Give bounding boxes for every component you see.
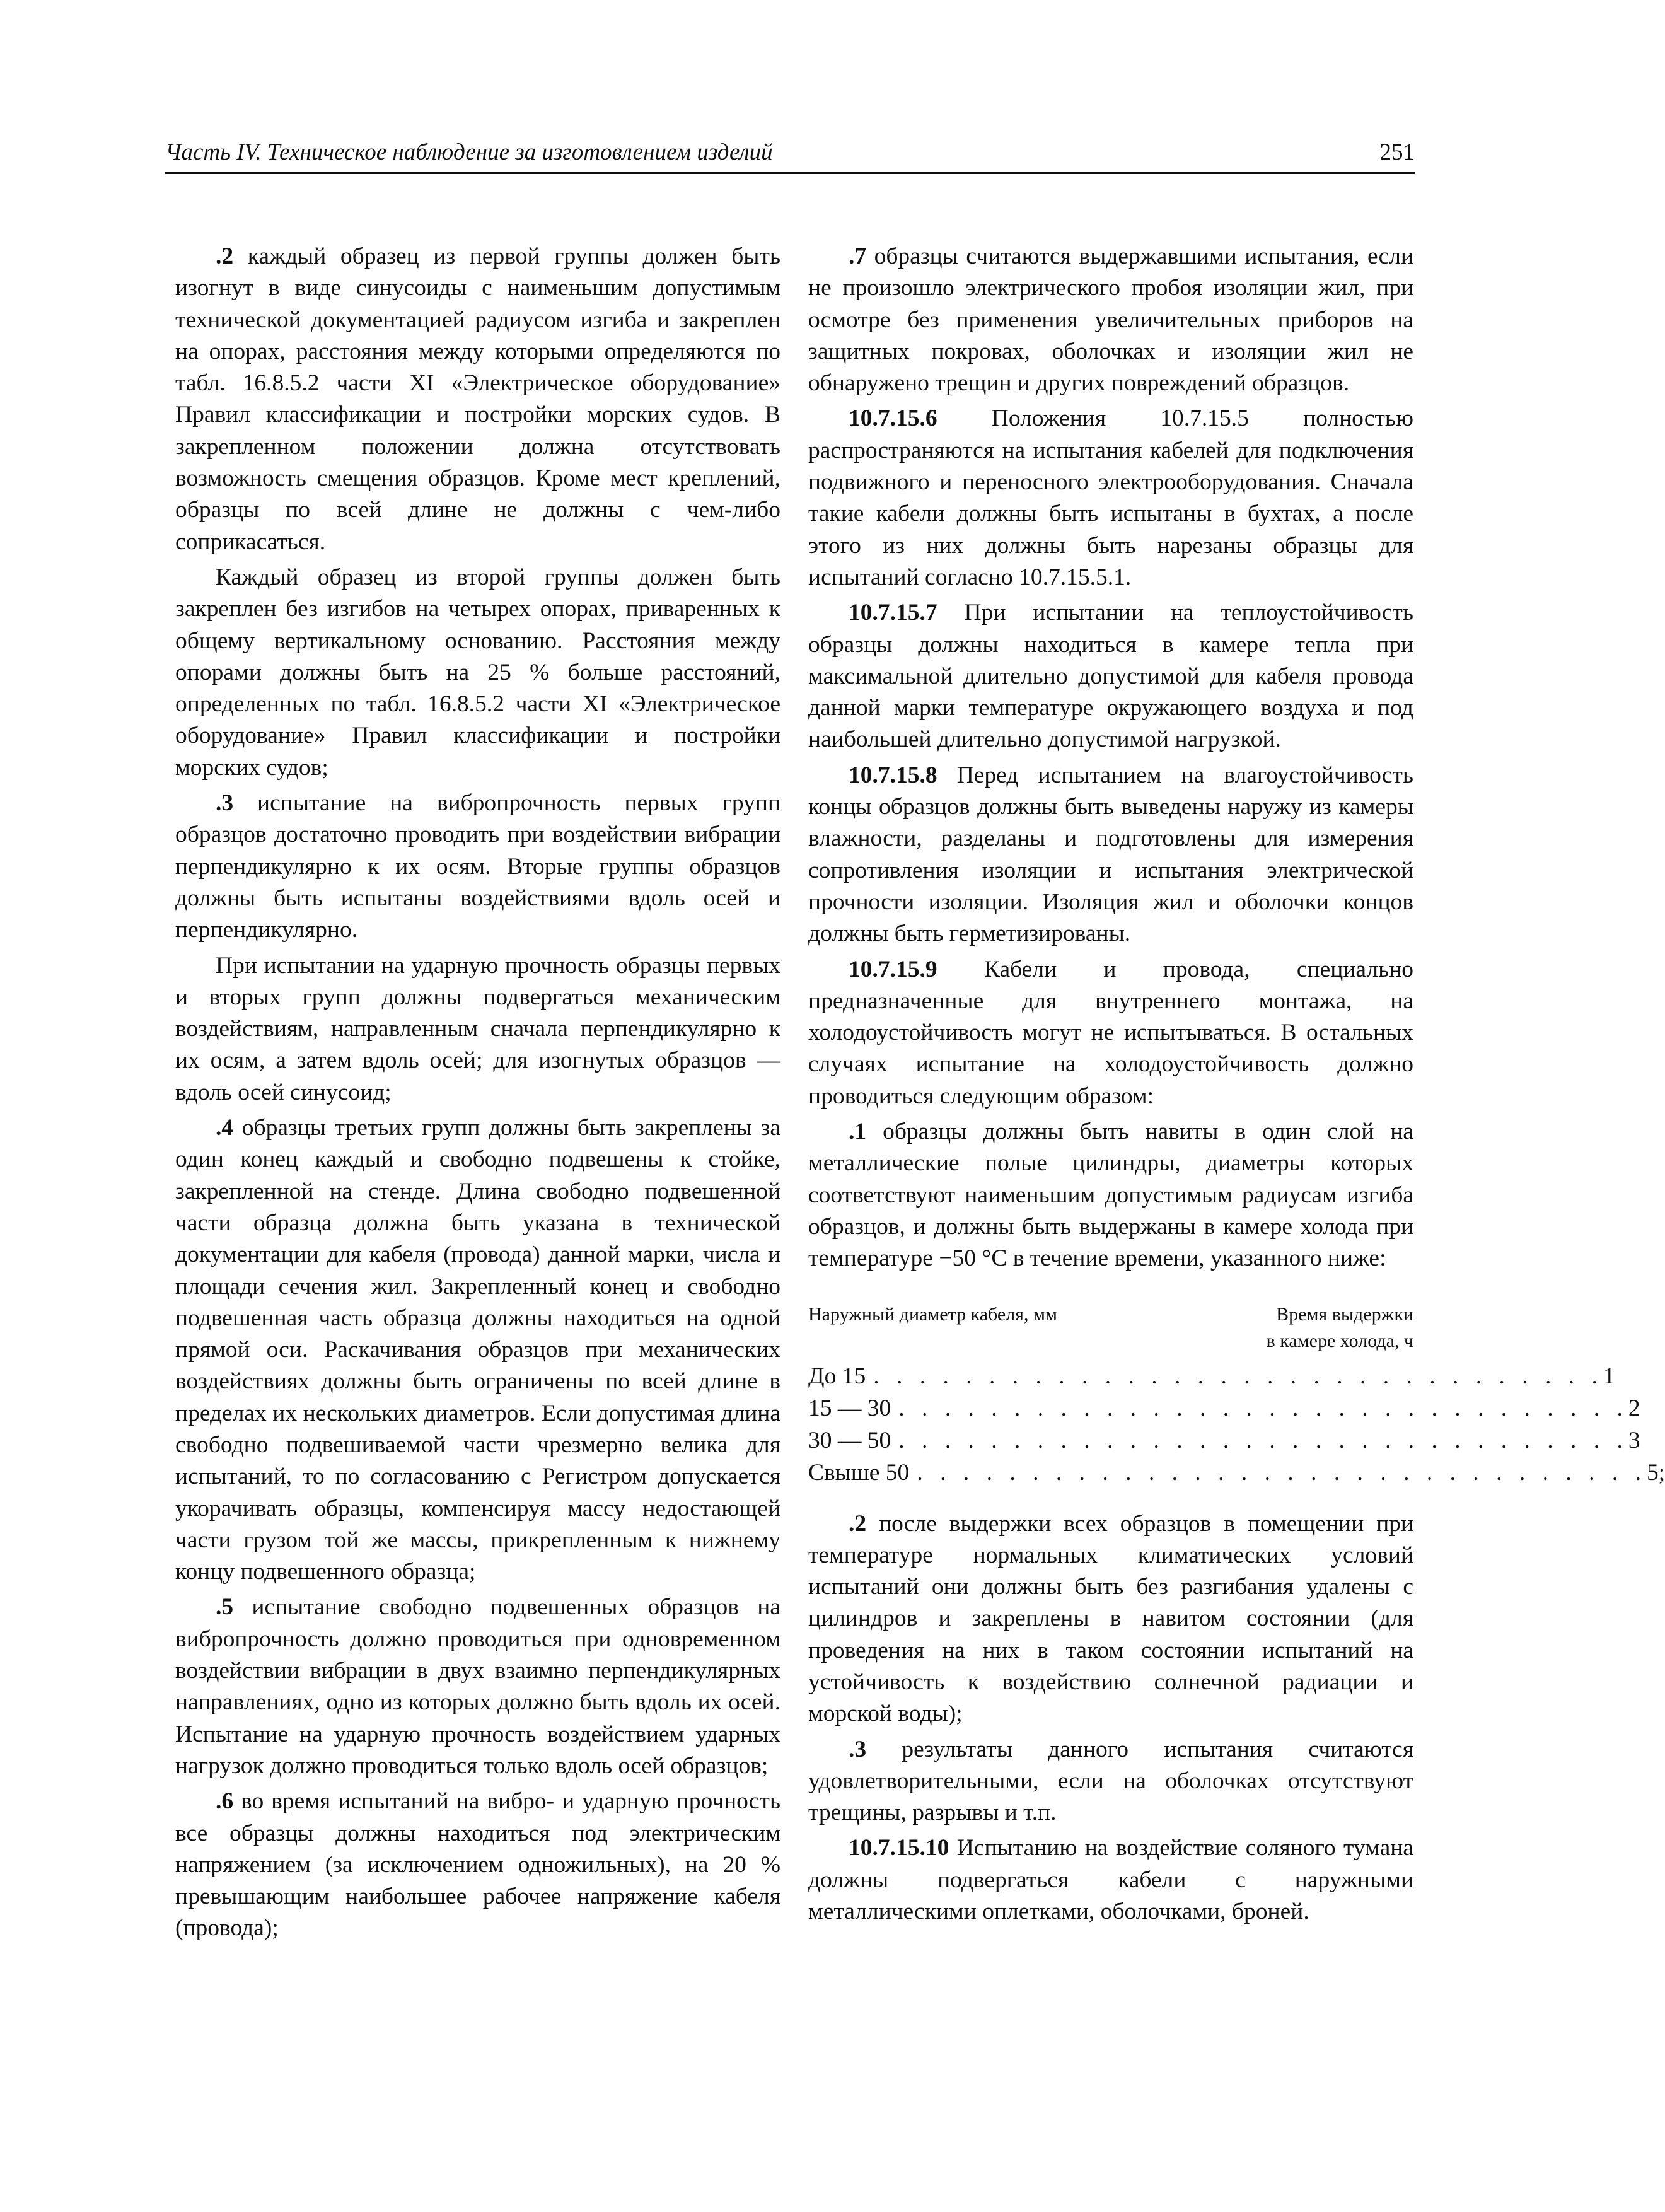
paragraph xyxy=(808,954,1413,1112)
column-header-time xyxy=(1267,1301,1413,1354)
paragraph xyxy=(808,1832,1413,1928)
paragraph-text: Кабели и провода, специально предназначенные для внутреннего монтажа, на холодоустойчивость могут не испытываться. В остальных случаях испытание на холодоустойчивость должно проводиться следующим образом: xyxy=(808,956,1413,1109)
paragraph xyxy=(175,788,780,946)
dot-leader: . . . . . . . . . . . . . . . . . . . . . . . . . . . . . . . . xyxy=(917,1459,1647,1486)
paragraph xyxy=(808,403,1413,593)
page-number: 251 xyxy=(1379,139,1415,165)
running-header xyxy=(165,136,1415,174)
paragraph xyxy=(808,1508,1413,1730)
paragraph xyxy=(808,241,1413,399)
paragraph-text: Каждый образец из второй группы должен быть закреплен без изгибов на четырех опорах, приваренных к общему вертикальному основанию. Расстояния между опорами должны быть на 25 % больше расстояний, определенных по табл. 16.8.5.2 части XI «Электрическое оборудование» Правил классификации и постройки морских судов; xyxy=(175,564,780,781)
column-header-diameter: Наружный диаметр кабеля, мм xyxy=(808,1303,1057,1325)
paragraph xyxy=(808,1116,1413,1274)
table-header xyxy=(808,1301,1413,1361)
dot-leader: . . . . . . . . . . . . . . . . . . . . . . . . . . . . . . . . xyxy=(898,1395,1628,1421)
section-number: 10.7.15.7 xyxy=(849,600,937,626)
row-label: Свыше 50 xyxy=(808,1459,910,1486)
row-label: До 15 xyxy=(808,1363,866,1389)
paragraph xyxy=(175,241,780,558)
table-row xyxy=(808,1457,1665,1489)
item-number: .2 xyxy=(849,1510,867,1537)
row-value: 1 xyxy=(1603,1363,1615,1389)
paragraph xyxy=(175,562,780,784)
paragraph-text: каждый образец из первой группы должен быть изогнут в виде синусоиды с наименьшим допустимым технической документацией радиусом изгиба и закреплен на опорах, расстояния между которыми определяются по табл. 16.8.5.2 части XI «Электрическое оборудование» Правил классификации и постройки морских судов. В закрепленном положении должна отсутствовать возможность смещения образцов. Кроме мест креплений, образцы по всей длине не должны с чем-либо соприкасаться. xyxy=(175,243,780,555)
paragraph xyxy=(175,1592,780,1782)
item-number: .6 xyxy=(216,1788,234,1815)
dot-leader: . . . . . . . . . . . . . . . . . . . . . . . . . . . . . . . . xyxy=(873,1363,1603,1389)
paragraph-text: Перед испытанием на влагоустойчивость концы образцов должны быть выведены наружу из камеры влажности, разделаны и подготовлены для измерения сопротивления изоляции и испытания электрической прочности изоляции. Изоляция жил и оболочки концов должны быть герметизированы. xyxy=(808,762,1413,947)
paragraph xyxy=(808,760,1413,950)
item-number: .4 xyxy=(216,1115,234,1141)
column-header-time-line2: в камере холода, ч xyxy=(1266,1330,1413,1351)
item-number: .5 xyxy=(216,1594,234,1621)
table-row xyxy=(808,1361,1615,1393)
cold-exposure-table xyxy=(808,1301,1665,1489)
section-number: 10.7.15.8 xyxy=(849,762,937,788)
right-column xyxy=(808,241,1665,1931)
section-number: 10.7.15.6 xyxy=(849,405,937,432)
item-number: .3 xyxy=(216,790,234,817)
paragraph xyxy=(808,597,1413,755)
table-row xyxy=(808,1393,1640,1425)
row-label: 15 — 30 xyxy=(808,1395,891,1421)
row-label: 30 — 50 xyxy=(808,1427,891,1453)
paragraph-text: результаты данного испытания считаются удовлетворительными, если на оболочках отсутствуют трещины, разрывы и т.п. xyxy=(808,1736,1413,1826)
paragraph xyxy=(175,1786,780,1944)
paragraph-text: испытание на вибропрочность первых групп образцов достаточно проводить при воздействии вибрации перпендикулярно к их осям. Вторые группы образцов должны быть испытаны воздействиями вдоль осей и перпендикулярно. xyxy=(175,790,780,943)
paragraph-text: Испытанию на воздействие соляного тумана должны подвергаться кабели с наружными металлическими оплетками, оболочками, броней. xyxy=(808,1835,1413,1925)
paragraph-text: образцы считаются выдержавшими испытания, если не произошло электрического пробоя изоляции жил, при осмотре без применения увеличительных приборов на защитных покровах, оболочках и изоляции жил не обнаружено трещин и других повреждений образцов. xyxy=(808,243,1413,397)
dot-leader: . . . . . . . . . . . . . . . . . . . . . . . . . . . . . . . . xyxy=(898,1427,1628,1453)
header-title: Часть IV. Техническое наблюдение за изготовлением изделий xyxy=(165,139,773,165)
item-number: .2 xyxy=(216,243,234,269)
table-row xyxy=(808,1425,1640,1457)
paragraph-text: Положения 10.7.15.5 полностью распространяются на испытания кабелей для подключения подвижного и переносного электрооборудования. Сначала такие кабели должны быть испытаны в бухтах, а после этого из них должны быть нарезаны образцы для испытаний согласно 10.7.15.5.1. xyxy=(808,405,1413,590)
paragraph xyxy=(808,1734,1413,1829)
row-value: 5; xyxy=(1646,1459,1665,1486)
paragraph xyxy=(175,950,780,1109)
section-number: 10.7.15.10 xyxy=(849,1835,949,1861)
paragraph xyxy=(175,1112,780,1588)
paragraph-text: образцы третьих групп должны быть закреплены за один конец каждый и свободно подвешены к стойке, закрепленной на стенде. Длина свободно подвешенной части образца должна быть указана в технической документации для кабеля (провода) данной марки, числа и площади сечения жил. Закрепленный конец и свободно подвешенная часть образца должны находиться на одной прямой оси. Раскачивания образцов при механических воздействиях должны быть ограничены по всей длине в пределах их нескольких диаметров. Если допустимая длина свободно подвешиваемой части чрезмерно велика для испытаний, то по согласованию с Регистром допускается укорачивать образцы, компенсируя массу недостающей части грузом той же массы, прикрепленным к нижнему концу подвешенного образца; xyxy=(175,1115,780,1585)
column-header-time-line1: Время выдержки xyxy=(1276,1303,1413,1325)
section-number: 10.7.15.9 xyxy=(849,956,937,982)
item-number: .7 xyxy=(849,243,867,269)
paragraph-text: При испытании на теплоустойчивость образцы должны находиться в камере тепла при максимальной длительно допустимой для кабеля провода данной марки температуре окружающего воздуха и под наибольшей длительно допустимой нагрузкой. xyxy=(808,600,1413,753)
paragraph-text: испытание свободно подвешенных образцов на вибропрочность должно проводиться при одновременном воздействии вибрации в двух взаимно перпендикулярных направлениях, одно из которых должно быть вдоль их осей. Испытание на ударную прочность воздействием ударных нагрузок должно проводиться только вдоль осей образцов; xyxy=(175,1594,780,1779)
item-number: .1 xyxy=(849,1119,867,1145)
left-column xyxy=(175,241,780,1948)
row-value: 3 xyxy=(1628,1427,1640,1453)
item-number: .3 xyxy=(849,1736,867,1762)
paragraph-text: после выдержки всех образцов в помещении при температуре нормальных климатических условий испытаний они должны быть без разгибания удалены с цилиндров и закреплены в навитом состоянии (для проведения на них в таком состоянии испытаний на устойчивость к воздействию солнечной радиации и морской воды); xyxy=(808,1510,1413,1727)
paragraph-text: во время испытаний на вибро- и ударную прочность все образцы должны находиться под электрическим напряжением (за исключением одножильных), на 20 % превышающим наибольшее рабочее напряжение кабеля (провода); xyxy=(175,1788,780,1941)
paragraph-text: При испытании на ударную прочность образцы первых и вторых групп должны подвергаться механическим воздействиям, направленным сначала перпендикулярно к их осям, а затем вдоль осей; для изогнутых образцов — вдоль осей синусоид; xyxy=(175,952,780,1105)
row-value: 2 xyxy=(1628,1395,1640,1421)
paragraph-text: образцы должны быть навиты в один слой на металлические полые цилиндры, диаметры которых соответствуют наименьшим допустимым радиусам изгиба образцов, и должны быть выдержаны в камере холода при температуре −50 °С в течение времени, указанного ниже: xyxy=(808,1119,1413,1272)
